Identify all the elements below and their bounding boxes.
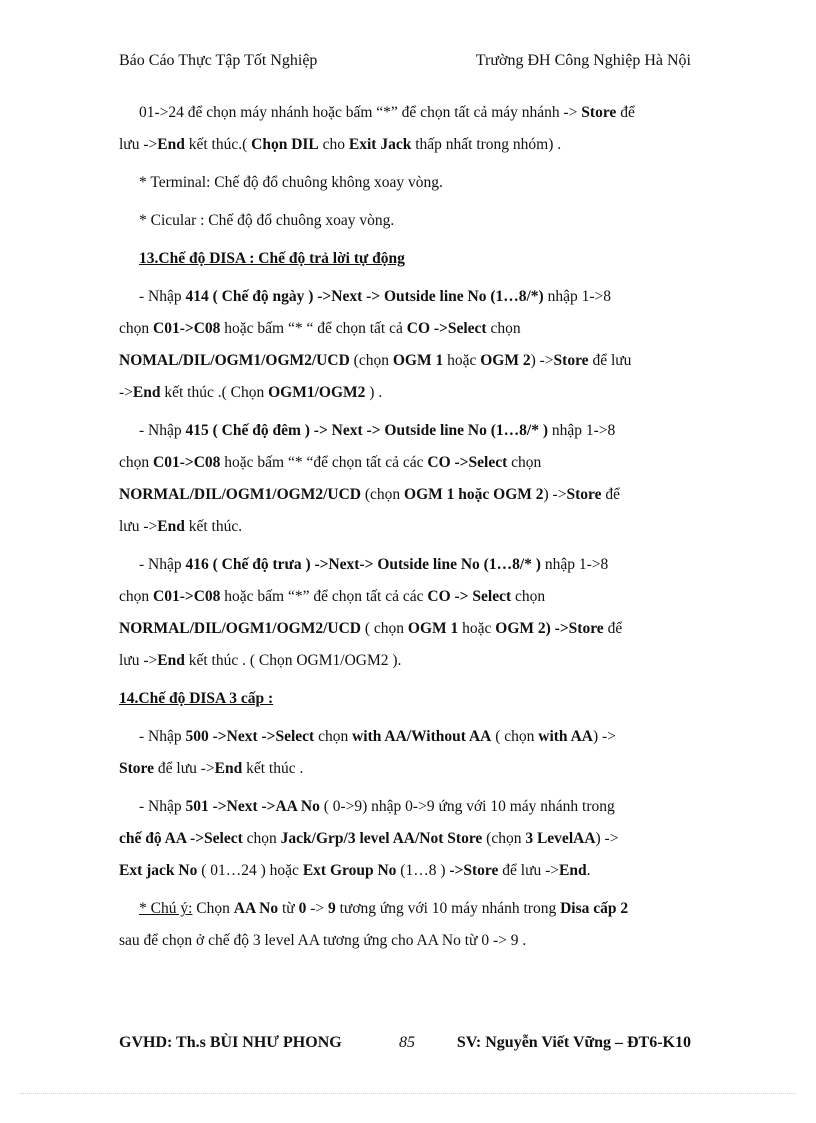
text-span: OGM1/OGM2 [268, 384, 366, 401]
text-span: -> [306, 900, 328, 917]
text-span: chọn [507, 454, 542, 471]
text-span: NORMAL/DIL/OGM1/OGM2/UCD [119, 486, 361, 503]
note-label: * Chú ý: [139, 900, 193, 917]
text-span: ) -> [595, 830, 619, 847]
text-span: with AA/Without AA [352, 728, 492, 745]
text-span: để [616, 104, 635, 121]
text-span: - Nhập [139, 288, 186, 305]
text-span: để lưu [588, 352, 632, 369]
text-span: chọn [486, 320, 521, 337]
page-footer [119, 1034, 691, 1058]
text-span: End [157, 136, 185, 153]
document-body [119, 97, 699, 957]
text-span: - Nhập [139, 798, 186, 815]
text-span: C01->C08 [153, 588, 221, 605]
text-span: End [214, 760, 243, 777]
terminal-note: * Terminal: Chế độ đổ chuông không xoay vòng. [139, 174, 443, 191]
text-span: OGM 2) ->Store [495, 620, 604, 637]
text-span: Store [119, 760, 155, 777]
text-span: từ [278, 900, 299, 917]
text-span: hoặc bấm “* “để chọn tất cả các [220, 454, 428, 471]
text-span: 01->24 để chọn máy nhánh hoặc bấm “*” để chọn tất cả máy nhánh -> [139, 104, 582, 121]
header-university: Trường ĐH Công Nghiệp Hà Nội [475, 52, 691, 69]
text-span: - Nhập [139, 556, 186, 573]
text-span: C01->C08 [153, 320, 221, 337]
text-span: End [157, 652, 185, 669]
text-span: kết thúc. [184, 518, 243, 535]
page-header [119, 52, 691, 76]
text-span: ( chọn [360, 620, 408, 637]
text-span: để [601, 486, 620, 503]
text-span: 0 [298, 900, 307, 917]
text-span: - Nhập [139, 728, 186, 745]
paragraph-501 [119, 791, 699, 887]
text-span: (chọn [482, 830, 526, 847]
text-span: Store [581, 104, 617, 121]
text-span: Ext Group No [302, 862, 397, 879]
paragraph-500 [119, 721, 699, 785]
text-span: (chọn [349, 352, 393, 369]
text-span: 9 [327, 900, 336, 917]
text-span: Exit Jack [348, 136, 412, 153]
text-span: để [603, 620, 623, 637]
text-span: lưu -> [119, 518, 158, 535]
text-span: (1…8 ) [396, 862, 450, 879]
text-span: cho [318, 136, 349, 153]
heading-text: 13.Chế độ DISA : Chế độ trả lời tự động [139, 250, 405, 267]
text-span: chọn [119, 454, 154, 471]
text-span: lưu -> [119, 136, 158, 153]
header-report-title: Báo Cáo Thực Tập Tốt Nghiệp [119, 52, 318, 69]
text-span: chế độ AA ->Select [119, 830, 243, 847]
text-span: kết thúc.( [184, 136, 252, 153]
text-span: Store [566, 486, 602, 503]
text-span: End [559, 862, 587, 879]
text-span: Store [553, 352, 589, 369]
text-span: kết thúc . ( Chọn OGM1/OGM2 ). [184, 652, 402, 669]
text-span: nhập 1->8 [540, 556, 609, 573]
text-span: 501 ->Next ->AA No [185, 798, 320, 815]
text-span: hoặc bấm “* “ để chọn tất cả [220, 320, 407, 337]
text-span: CO ->Select [406, 320, 487, 337]
text-span: ( 01…24 ) hoặc [197, 862, 303, 879]
text-span: 500 ->Next ->Select [185, 728, 315, 745]
text-span: chọn [119, 320, 154, 337]
text-span: chọn [242, 830, 281, 847]
text-span: OGM 2 [480, 352, 531, 369]
text-span: nhập 1->8 [548, 422, 616, 439]
text-span: Disa cấp 2 [560, 900, 629, 917]
page-bottom-divider [20, 1093, 796, 1094]
section-heading-14 [119, 683, 699, 715]
text-span: -> [119, 384, 133, 401]
text-span: ->Store [449, 862, 499, 879]
text-span: ( 0->9) nhập 0->9 ứng với 10 máy nhánh trong [319, 798, 615, 815]
text-span: ( chọn [491, 728, 539, 745]
text-span: End [132, 384, 161, 401]
text-span: thấp nhất trong nhóm) . [411, 136, 562, 153]
text-span: End [157, 518, 185, 535]
text-span: 416 ( Chế độ trưa ) ->Next-> Outside line No (1…8/* ) [185, 556, 541, 573]
text-span: Ext jack No [119, 862, 198, 879]
paragraph-continuation [119, 97, 699, 161]
text-span: chọn [119, 588, 154, 605]
text-span: CO -> Select [427, 588, 512, 605]
text-span: ) -> [592, 728, 616, 745]
text-span: nhập 1->8 [543, 288, 612, 305]
text-span: with AA [538, 728, 593, 745]
text-span: C01->C08 [153, 454, 221, 471]
text-span: OGM 1 hoặc OGM 2 [404, 486, 544, 503]
text-span: (chọn [360, 486, 405, 503]
text-span: CO ->Select [427, 454, 508, 471]
paragraph-415 [119, 415, 699, 543]
text-span: hoặc [443, 352, 481, 369]
heading-text: 14.Chế độ DISA 3 cấp : [119, 690, 274, 707]
text-span: chọn [511, 588, 546, 605]
text-span: ) -> [530, 352, 554, 369]
text-span: 415 ( Chế độ đêm ) -> Next -> Outside line No (1…8/* ) [185, 422, 549, 439]
paragraph-414 [119, 281, 699, 409]
text-span: NOMAL/DIL/OGM1/OGM2/UCD [119, 352, 350, 369]
text-span: Chọn DIL [251, 136, 319, 153]
text-span: 3 LevelAA [525, 830, 596, 847]
text-span: sau để chọn ở chế độ 3 level AA tương ứng cho AA No từ 0 -> 9 . [119, 932, 527, 949]
text-span: NORMAL/DIL/OGM1/OGM2/UCD [119, 620, 361, 637]
text-span: ) . [365, 384, 383, 401]
text-span: OGM 1 [392, 352, 444, 369]
text-span: tương ứng với 10 máy nhánh trong [335, 900, 561, 917]
text-span: để lưu -> [498, 862, 560, 879]
text-span: OGM 1 [407, 620, 459, 637]
text-span: AA No [233, 900, 279, 917]
text-span: . [586, 862, 591, 879]
text-span: 414 ( Chế độ ngày ) ->Next -> Outside line No (1…8/*) [185, 288, 544, 305]
text-span: để lưu -> [154, 760, 215, 777]
footer-supervisor: GVHD: Th.s BÙI NHƯ PHONG [119, 1034, 342, 1051]
text-span: hoặc [458, 620, 496, 637]
text-span: - Nhập [139, 422, 186, 439]
cicular-note: * Cicular : Chế độ đổ chuông xoay vòng. [139, 212, 395, 229]
page-number: 85 [399, 1034, 415, 1051]
text-span: hoặc bấm “*” để chọn tất cả các [220, 588, 428, 605]
footer-student: SV: Nguyễn Viết Vững – ĐT6-K10 [456, 1034, 691, 1051]
text-span: kết thúc .( Chọn [160, 384, 269, 401]
text-span: Chọn [192, 900, 234, 917]
note-paragraph [119, 893, 699, 957]
section-heading-13 [119, 243, 699, 275]
text-span: kết thúc . [242, 760, 304, 777]
text-span: chọn [314, 728, 353, 745]
text-span: ) -> [543, 486, 567, 503]
paragraph-416 [119, 549, 699, 677]
text-span: lưu -> [119, 652, 158, 669]
text-span: Jack/Grp/3 level AA/Not Store [280, 830, 483, 847]
